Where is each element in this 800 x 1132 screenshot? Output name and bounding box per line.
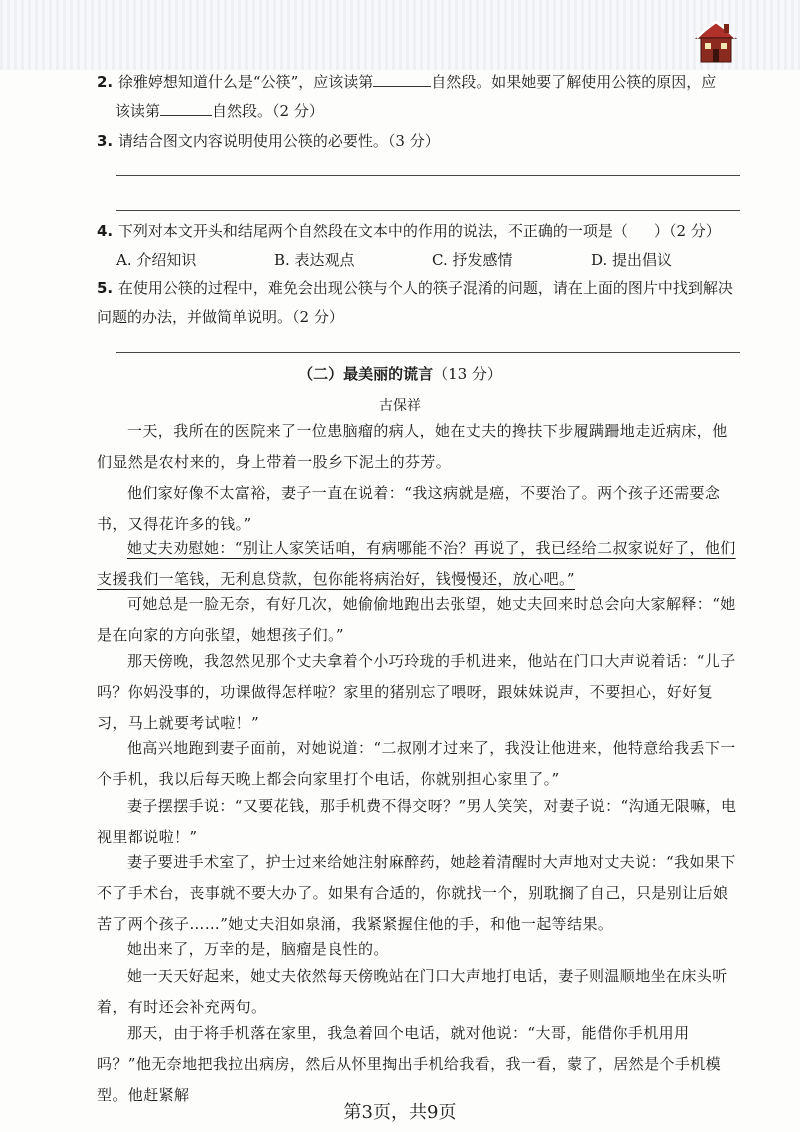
paragraph-1: 一天，我所在的医院来了一位患脑瘤的病人，她在丈夫的搀扶下步履蹒跚地走近病床，他们显然是农村来的，身上带着一股乡下泥土的芬芳。 xyxy=(97,422,728,471)
answer-line[interactable] xyxy=(116,175,740,176)
option-d[interactable]: D. 提出倡议 xyxy=(591,251,673,269)
question-number: 3. xyxy=(97,132,114,150)
question-5 xyxy=(97,274,742,332)
question-2 xyxy=(97,68,742,126)
answer-line[interactable] xyxy=(116,210,740,211)
paragraph-5: 那天傍晚，我忽然见那个丈夫拿着个小巧玲珑的手机进来，他站在门口大声说着话：“儿子吗？你妈没事的，功课做得怎样啦？家里的猪别忘了喂呀，跟妹妹说声，不要担心，好好复习，马上就要考试啦！” xyxy=(97,652,736,732)
question-number: 4. xyxy=(97,222,114,240)
section-title-text: （二）最美丽的谎言 xyxy=(298,365,434,383)
paragraph-9: 她出来了，万幸的是，脑瘤是良性的。 xyxy=(127,940,389,958)
section-title xyxy=(0,363,800,384)
option-c[interactable]: C. 抒发感情 xyxy=(432,251,513,269)
question-text: 自然段。如果她要了解使用公筷的原因，应 xyxy=(431,73,717,91)
option-a[interactable]: A. 介绍知识 xyxy=(116,251,197,269)
question-text: 自然段。（2 分） xyxy=(212,102,324,120)
paragraph-7: 妻子摆摆手说：“又要花钱，那手机费不得交呀？”男人笑笑，对妻子说：“沟通无限嘛，电视里都说啦！” xyxy=(97,797,737,846)
paragraph-4: 可她总是一脸无奈，有好几次，她偷偷地跑出去张望，她丈夫回来时总会向大家解释：“她是在向家的方向张望，她想孩子们。” xyxy=(97,595,736,644)
author: 古保祥 xyxy=(379,398,421,414)
answer-blank[interactable] xyxy=(160,99,212,116)
paragraph-8: 妻子要进手术室了，护士过来给她注射麻醉药，她趁着清醒时大声地对丈夫说：“我如果下不了手术台，丧事就不要大办了。如果有合适的，你就找一个，别耽搁了自己，只是别让后娘苦了两个孩子……”她丈夫泪如泉涌，我紧紧握住他的手，和他一起等结果。 xyxy=(97,853,736,933)
option-b[interactable]: B. 表达观点 xyxy=(274,251,355,269)
question-3 xyxy=(97,127,742,156)
question-text: 下列对本文开头和结尾两个自然段在文本中的作用的说法，不正确的一项是（ xyxy=(117,222,628,240)
section-points: （13 分） xyxy=(433,365,502,383)
question-number: 2. xyxy=(97,73,114,91)
question-4 xyxy=(97,217,742,246)
question-text: 该读第 xyxy=(115,102,161,120)
paragraph-10: 她一天天好起来，她丈夫依然每天傍晚站在门口大声地打电话，妻子则温顺地坐在床头听着，有时还会补充两句。 xyxy=(97,967,728,1016)
paragraph-2: 他们家好像不太富裕，妻子一直在说着：“我这病就是癌，不要治了。两个孩子还需要念书，又得花许多的钱。” xyxy=(97,484,721,533)
answer-blank[interactable] xyxy=(373,70,431,87)
house-icon xyxy=(694,18,738,64)
page-number: 第3页，共9页 xyxy=(343,1102,457,1123)
question-text: 请结合图文内容说明使用公筷的必要性。（3 分） xyxy=(117,132,440,150)
question-text: 在使用公筷的过程中，难免会出现公筷与个人的筷子混淆的问题，请在上面的图片中找到解决问题的办法，并做简单说明。（2 分） xyxy=(97,279,733,326)
question-text: 徐雅婷想知道什么是“公筷”，应该读第 xyxy=(117,73,374,91)
answer-line[interactable] xyxy=(116,352,740,353)
paragraph-3: 她丈夫劝慰她：“别让人家笑话咱，有病哪能不治？再说了，我已经给二叔家说好了，他们支援我们一笔钱，无利息贷款，包你能将病治好，钱慢慢还，放心吧。” xyxy=(97,539,736,588)
header-band xyxy=(0,0,800,70)
paragraph-11: 那天，由于将手机落在家里，我急着回个电话，就对他说：“大哥，能借你手机用用吗？”他无奈地把我拉出病房，然后从怀里掏出手机给我看，我一看，蒙了，居然是个手机模型。他赶紧解 xyxy=(97,1024,722,1104)
paragraph-6: 他高兴地跑到妻子面前，对她说道：“二叔刚才过来了，我没让他进来，他特意给我丢下一个手机，我以后每天晚上都会向家里打个电话，你就别担心家里了。” xyxy=(97,739,736,788)
question-number: 5. xyxy=(97,279,114,297)
question-text: ）（2 分） xyxy=(653,222,721,240)
